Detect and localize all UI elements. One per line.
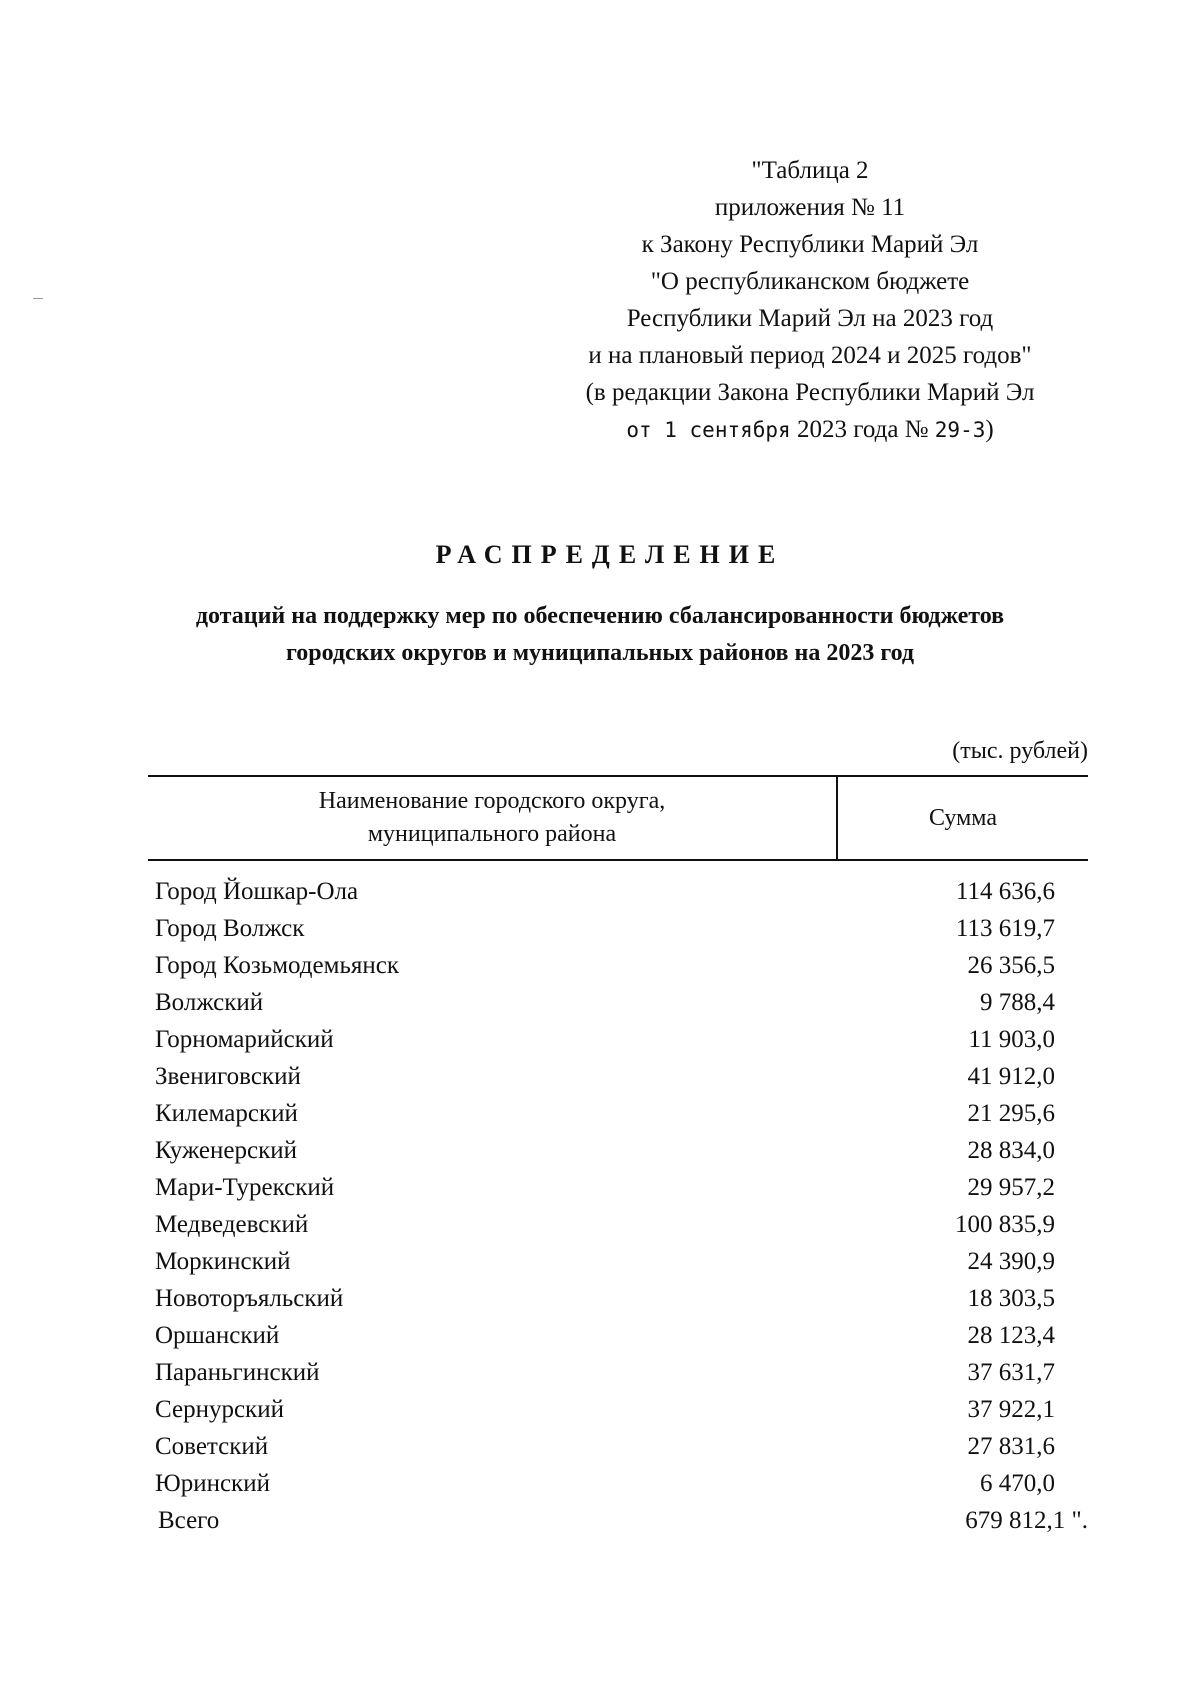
amendment-date: 1 сентября bbox=[664, 418, 791, 442]
row-name: Город Волжск bbox=[155, 915, 305, 942]
amendment-number: 29-З bbox=[934, 418, 986, 442]
row-name: Параньгинский bbox=[155, 1359, 320, 1386]
table-row bbox=[155, 873, 1055, 910]
column-header-name bbox=[148, 777, 838, 859]
table-row bbox=[155, 1428, 1055, 1465]
row-name: Волжский bbox=[155, 989, 264, 1016]
row-name: Оршанский bbox=[155, 1322, 280, 1349]
row-value: 27 831,6 bbox=[967, 1433, 1055, 1460]
heading-line-6: и на плановый период 2024 и 2025 годов" bbox=[588, 342, 1032, 369]
table-row bbox=[155, 1095, 1055, 1132]
table-row bbox=[155, 1058, 1055, 1095]
row-name: Медведевский bbox=[155, 1211, 309, 1238]
row-name: Звениговский bbox=[155, 1063, 301, 1090]
row-value: 11 903,0 bbox=[968, 1026, 1055, 1053]
table-row bbox=[155, 947, 1055, 984]
total-label: Всего bbox=[158, 1507, 220, 1534]
row-value: 28 123,4 bbox=[967, 1322, 1055, 1349]
document-heading bbox=[480, 152, 1140, 449]
table-body bbox=[155, 873, 1055, 1502]
subtitle-line-1: дотаций на поддержку мер по обеспечению сбалансированности бюджетов bbox=[195, 603, 1005, 629]
row-value: 21 295,6 bbox=[967, 1100, 1055, 1127]
table-row bbox=[155, 910, 1055, 947]
row-name: Горномарийский bbox=[155, 1026, 334, 1053]
row-value: 26 356,5 bbox=[967, 952, 1055, 979]
column-header-sum: Сумма bbox=[929, 804, 997, 831]
row-value: 114 636,6 bbox=[955, 878, 1055, 905]
table-row bbox=[155, 1021, 1055, 1058]
row-name: Юринский bbox=[155, 1470, 270, 1497]
row-value: 6 470,0 bbox=[980, 1470, 1055, 1497]
total-value: 679 812,1 bbox=[965, 1507, 1066, 1534]
row-value: 29 957,2 bbox=[967, 1174, 1055, 1201]
table-row bbox=[155, 1391, 1055, 1428]
row-value: 28 834,0 bbox=[967, 1137, 1055, 1164]
table-row bbox=[155, 1354, 1055, 1391]
total-closing-quote: ". bbox=[1065, 1507, 1088, 1534]
table-row bbox=[155, 1465, 1055, 1502]
table-header bbox=[148, 775, 1088, 861]
table-row bbox=[155, 1132, 1055, 1169]
heading-line-1: "Таблица 2 bbox=[751, 157, 869, 184]
row-value: 9 788,4 bbox=[980, 989, 1055, 1016]
units-label: (тыс. рублей) bbox=[952, 738, 1088, 764]
row-name: Килемарский bbox=[155, 1100, 298, 1127]
amendment-prefix: от bbox=[626, 418, 665, 442]
row-name: Город Йошкар-Ола bbox=[155, 878, 359, 905]
table-row bbox=[155, 1206, 1055, 1243]
table-row bbox=[155, 1169, 1055, 1206]
row-value: 100 835,9 bbox=[955, 1211, 1055, 1238]
margin-mark bbox=[33, 298, 43, 299]
amendment-year: 2023 года № bbox=[790, 416, 935, 443]
heading-line-2: приложения № 11 bbox=[714, 194, 906, 221]
row-name: Мари-Турекский bbox=[155, 1174, 335, 1201]
heading-line-3: к Закону Республики Марий Эл bbox=[641, 231, 979, 258]
total-value-group bbox=[965, 1502, 1088, 1539]
row-name: Сернурский bbox=[155, 1396, 284, 1423]
document-title: РАСПРЕДЕЛЕНИЕ bbox=[435, 540, 785, 569]
subtitle-line-2: городских округов и муниципальных районов на 2023 год bbox=[285, 640, 915, 666]
row-name: Город Козьмодемьянск bbox=[155, 952, 399, 979]
column-header-name-line-2: муниципального района bbox=[367, 821, 617, 847]
table-row bbox=[155, 1317, 1055, 1354]
table-row bbox=[155, 984, 1055, 1021]
row-name: Советский bbox=[155, 1433, 269, 1460]
row-name: Новоторъяльский bbox=[155, 1285, 344, 1312]
heading-line-5: Республики Марий Эл на 2023 год bbox=[626, 305, 994, 332]
row-value: 24 390,9 bbox=[967, 1248, 1055, 1275]
heading-line-4: "О республиканском бюджете bbox=[650, 268, 970, 295]
amendment-line bbox=[480, 411, 1140, 449]
heading-line-7: (в редакции Закона Республики Марий Эл bbox=[585, 379, 1035, 406]
row-value: 113 619,7 bbox=[955, 915, 1055, 942]
row-name: Куженерский bbox=[155, 1137, 297, 1164]
total-row bbox=[158, 1502, 1088, 1539]
amendment-suffix: ) bbox=[985, 416, 994, 443]
row-value: 37 631,7 bbox=[967, 1359, 1055, 1386]
document-subtitle bbox=[100, 598, 1100, 672]
table-row bbox=[155, 1243, 1055, 1280]
table-row bbox=[155, 1280, 1055, 1317]
row-value: 18 303,5 bbox=[967, 1285, 1055, 1312]
row-name: Моркинский bbox=[155, 1248, 291, 1275]
column-header-name-line-1: Наименование городского округа, bbox=[318, 788, 666, 814]
row-value: 37 922,1 bbox=[967, 1396, 1055, 1423]
row-value: 41 912,0 bbox=[967, 1063, 1055, 1090]
